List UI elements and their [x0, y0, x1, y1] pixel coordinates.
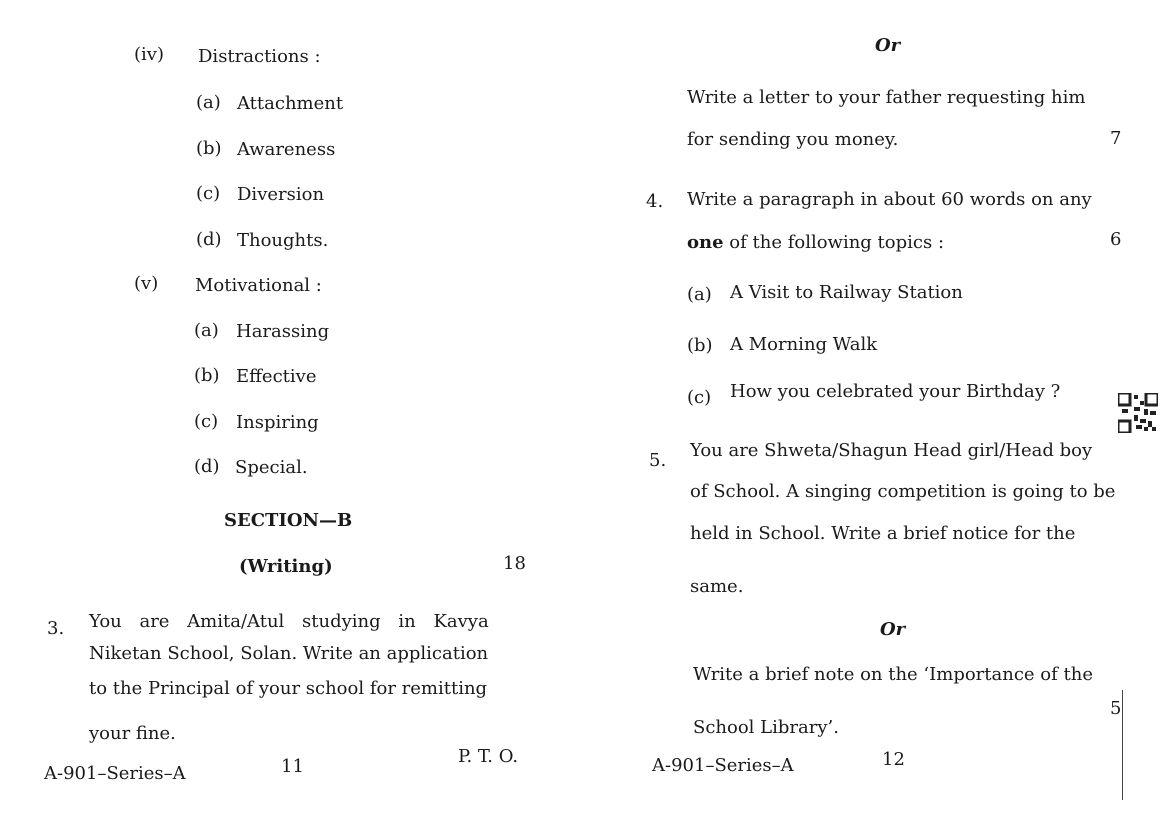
q5-number: 5. — [649, 450, 667, 471]
q-v-option-c-label: (c) — [194, 411, 219, 432]
q-v-option-d-text: Special. — [235, 457, 308, 478]
q4-option-c-label: (c) — [687, 387, 712, 408]
section-title: SECTION—B — [224, 510, 353, 531]
right-page — [580, 0, 1169, 827]
section-marks: 18 — [503, 553, 526, 574]
q4-option-a-label: (a) — [687, 284, 712, 305]
q-iv-option-b-label: (b) — [196, 138, 222, 159]
q-iv-option-d-label: (d) — [196, 229, 222, 250]
q-iv-title: Distractions : — [198, 46, 321, 67]
q4-line-2 — [687, 232, 944, 254]
q-v-option-b-text: Effective — [236, 366, 317, 387]
q-v-number: (v) — [134, 273, 159, 294]
q3-line-3: to the Principal of your school for remitting — [89, 678, 488, 699]
q4-option-a-text: A Visit to Railway Station — [730, 282, 963, 303]
q-iv-option-a-label: (a) — [196, 92, 221, 113]
q-iv-option-c-label: (c) — [196, 183, 221, 204]
q3-number: 3. — [47, 618, 65, 639]
q-v-title: Motivational : — [195, 275, 322, 296]
q-v-option-d-label: (d) — [194, 456, 220, 477]
q-iv-option-d-text: Thoughts. — [237, 230, 329, 251]
qr-code-graphic — [1118, 393, 1158, 433]
left-page — [0, 0, 580, 827]
q4-option-c-text: How you celebrated your Birthday ? — [730, 381, 1061, 402]
q-iv-number: (iv) — [134, 44, 164, 65]
q3-line-4: your fine. — [89, 723, 176, 744]
note-line-1: Write a brief note on the ‘Importance of the — [693, 664, 1093, 685]
letter-line-1: Write a letter to your father requesting him — [687, 87, 1086, 108]
letter-line-2: for sending you money. — [687, 129, 899, 150]
q4-option-b-text: A Morning Walk — [730, 334, 878, 355]
q3-line-2: Niketan School, Solan. Write an application — [89, 643, 489, 664]
q4-option-b-label: (b) — [687, 335, 713, 356]
q5-line-1: You are Shweta/Shagun Head girl/Head boy — [690, 440, 1093, 461]
pto-label: P. T. O. — [458, 746, 519, 767]
section-subtitle: (Writing) — [239, 556, 333, 577]
qr-code-icon — [1118, 393, 1158, 433]
q5-line-4: same. — [690, 576, 744, 597]
q4-emphasis: one — [687, 232, 724, 253]
left-page-number: 11 — [281, 756, 304, 777]
q-v-option-a-label: (a) — [194, 320, 219, 341]
q4-line-2-rest: of the following topics : — [729, 232, 945, 253]
q-v-option-a-text: Harassing — [236, 321, 330, 342]
q-v-option-b-label: (b) — [194, 365, 220, 386]
q4-marks: 6 — [1110, 229, 1122, 250]
note-line-2: School Library’. — [693, 717, 839, 738]
right-footer-code: A-901–Series–A — [652, 755, 794, 776]
or-divider-1: Or — [875, 35, 901, 56]
q-iv-option-a-text: Attachment — [237, 93, 344, 114]
note-marks: 5 — [1110, 698, 1122, 719]
q-iv-option-b-text: Awareness — [237, 139, 336, 160]
right-page-number: 12 — [882, 749, 905, 770]
letter-marks: 7 — [1110, 128, 1122, 149]
q5-line-3: held in School. Write a brief notice for the — [690, 523, 1076, 544]
q-iv-option-c-text: Diversion — [237, 184, 325, 205]
q4-line-1: Write a paragraph in about 60 words on any — [687, 189, 1092, 210]
q4-number: 4. — [646, 191, 664, 212]
left-footer-code: A-901–Series–A — [44, 763, 186, 784]
q3-line-1: You are Amita/Atul studying in Kavya — [89, 611, 489, 632]
q5-line-2: of School. A singing competition is going to be — [690, 481, 1116, 502]
margin-line — [1122, 690, 1123, 800]
q-v-option-c-text: Inspiring — [236, 412, 319, 433]
or-divider-2: Or — [880, 619, 906, 640]
